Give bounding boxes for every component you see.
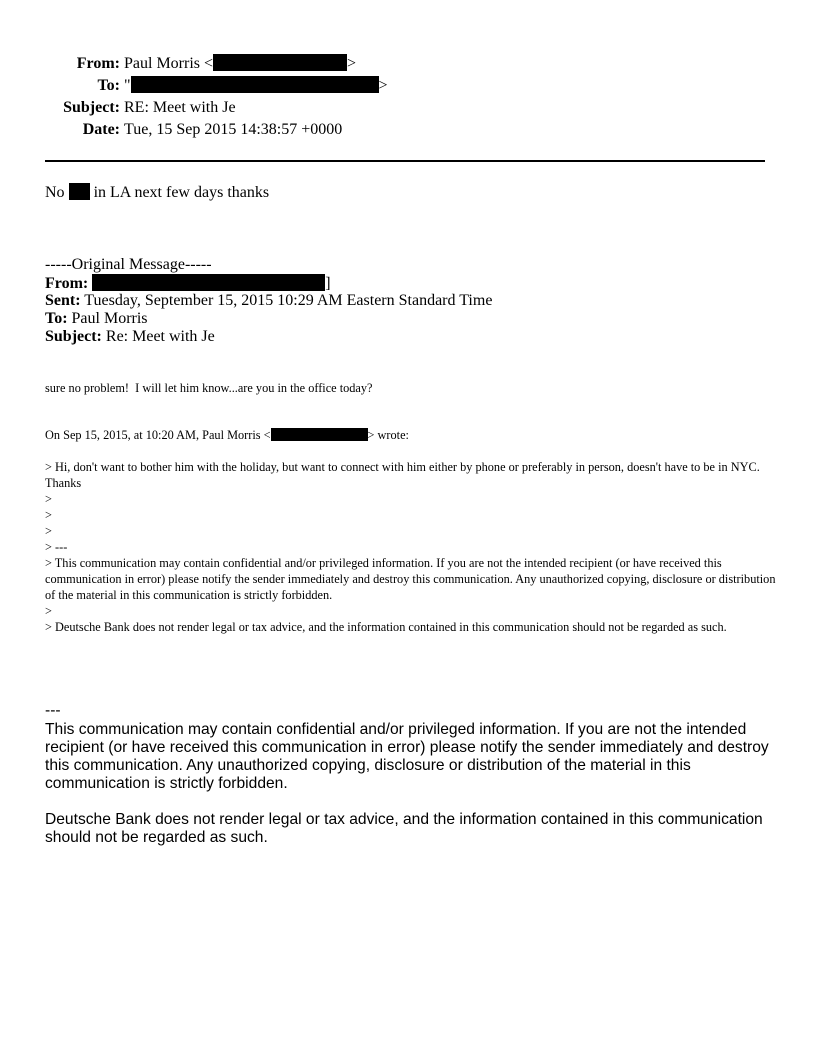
original-subject-label: Subject: bbox=[45, 328, 102, 345]
original-to-row bbox=[45, 310, 148, 328]
original-subject-value: Re: Meet with Je bbox=[105, 328, 215, 345]
from-label: From: bbox=[76, 55, 120, 72]
quoted-line: > bbox=[45, 604, 52, 618]
quoted-block bbox=[45, 459, 780, 635]
attribution-after: > wrote: bbox=[367, 428, 409, 442]
quoted-line: > Hi, don't want to bother him with the holiday, but want to connect with him either by phone or preferably in person, doesn't have to be in NYC. Thanks bbox=[45, 460, 760, 490]
original-sent-value: Tuesday, September 15, 2015 10:29 AM Eastern Standard Time bbox=[84, 292, 493, 309]
header-from-row bbox=[0, 53, 816, 75]
quote-attribution bbox=[45, 427, 780, 443]
to-label: To: bbox=[97, 77, 120, 94]
to-close: > bbox=[378, 77, 388, 94]
quoted-line: > This communication may contain confidential and/or privileged information. If you are not the intended recipient (or have received this communication in error) please notify the sender immediately and destroy this communication. Any unauthorized copying, disclosure or distribution of the material in this communication is strictly forbidden. bbox=[45, 556, 776, 602]
original-from-close: ] bbox=[325, 275, 331, 292]
header-divider bbox=[45, 160, 765, 162]
attribution-before: On Sep 15, 2015, at 10:20 AM, Paul Morris < bbox=[45, 428, 271, 442]
header-to-row bbox=[0, 75, 816, 97]
subject-value: RE: Meet with Je bbox=[124, 99, 236, 116]
footer-confidentiality-notice: This communication may contain confidential and/or privileged information. If you are not the intended recipient (or have received this communication in error) please notify the sender immediately and destroy this communication. Any unauthorized copying, disclosure or distribution of the material in this communication is strictly forbidden. bbox=[45, 721, 769, 792]
quoted-line: > --- bbox=[45, 540, 68, 554]
original-from-row bbox=[45, 274, 331, 293]
from-close: > bbox=[347, 55, 357, 72]
original-sent-row bbox=[45, 292, 492, 310]
reply-text-before: No bbox=[45, 184, 65, 201]
redaction-to-email bbox=[131, 76, 379, 93]
original-sent-label: Sent: bbox=[45, 292, 81, 309]
original-to-label: To: bbox=[45, 310, 68, 327]
quoted-line: > bbox=[45, 524, 52, 538]
reply-body bbox=[45, 183, 269, 202]
reply-text-after: in LA next few days thanks bbox=[93, 184, 270, 201]
quoted-line: > bbox=[45, 492, 52, 506]
subject-label: Subject: bbox=[63, 99, 120, 116]
redaction-reply bbox=[69, 183, 90, 200]
original-from-label: From: bbox=[45, 275, 89, 292]
header-date-row bbox=[0, 119, 816, 141]
from-value: Paul Morris < bbox=[124, 55, 214, 72]
redaction-attribution-email bbox=[271, 428, 368, 441]
original-message-divider: -----Original Message----- bbox=[45, 256, 212, 273]
quoted-line: > Deutsche Bank does not render legal or tax advice, and the information contained in this communication should not be regarded as such. bbox=[45, 620, 727, 634]
quoted-line: > bbox=[45, 508, 52, 522]
email-header bbox=[0, 53, 816, 141]
header-subject-row bbox=[0, 97, 816, 119]
redaction-from-email bbox=[213, 54, 347, 71]
original-subject-row bbox=[45, 328, 215, 346]
footer-separator: --- bbox=[45, 702, 61, 719]
footer-disclaimer: Deutsche Bank does not render legal or tax advice, and the information contained in this communication should not be regarded as such. bbox=[45, 811, 763, 846]
redaction-original-from bbox=[92, 274, 325, 291]
to-value: " bbox=[124, 77, 131, 94]
date-value: Tue, 15 Sep 2015 14:38:57 +0000 bbox=[124, 121, 343, 138]
original-to-value: Paul Morris bbox=[71, 310, 148, 327]
original-body-text: sure no problem! I will let him know...are you in the office today? bbox=[45, 381, 373, 395]
date-label: Date: bbox=[82, 121, 120, 138]
